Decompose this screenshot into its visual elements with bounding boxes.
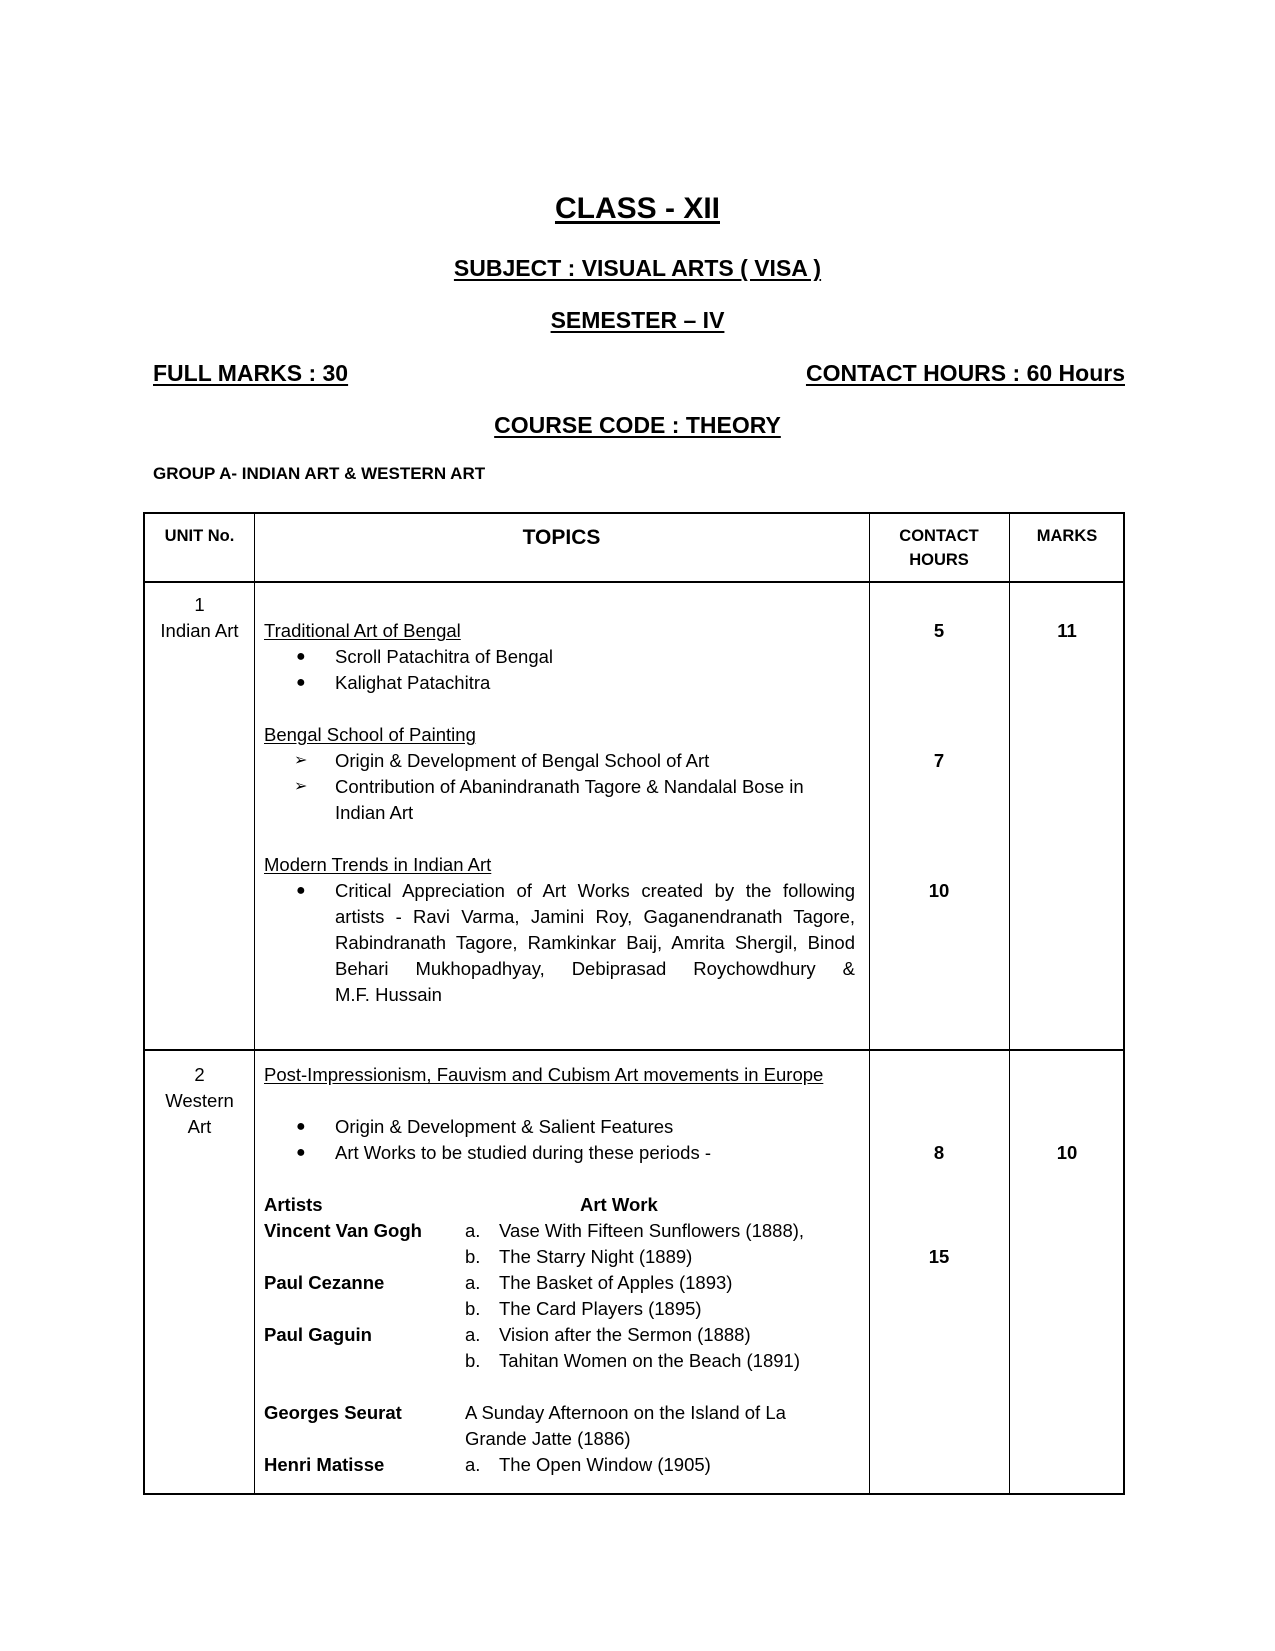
paragraph-line: artists - Ravi Varma, Jamini Roy, Gaganendranath Tagore,: [335, 906, 855, 927]
section-hours: 10: [928, 880, 950, 901]
column-divider: [869, 514, 870, 1493]
header-topics: TOPICS: [522, 526, 601, 549]
list-item: Art Works to be studied during these periods -: [335, 1142, 712, 1163]
work-title: Vase With Fifteen Sunflowers (1888),: [499, 1220, 805, 1241]
artist-name: Vincent Van Gogh: [264, 1220, 422, 1241]
unit2-number: 2: [194, 1064, 205, 1085]
unit1-name: Indian Art: [160, 620, 239, 641]
list-item: Contribution of Abanindranath Tagore & Nandalal Bose in: [335, 776, 804, 797]
column-divider: [1009, 514, 1010, 1493]
header-marks: MARKS: [1036, 527, 1098, 545]
semester-heading: SEMESTER – IV: [550, 307, 725, 333]
arrow-bullet-icon: ➢: [294, 778, 308, 795]
paragraph-line: M.F. Hussain: [335, 984, 442, 1005]
work-title-continued: Grande Jatte (1886): [465, 1428, 631, 1449]
list-item-continued: Indian Art: [335, 802, 414, 823]
work-letter: a.: [465, 1324, 481, 1345]
header-contact-line2: HOURS: [909, 551, 969, 569]
artist-name: Georges Seurat: [264, 1402, 402, 1423]
group-title: GROUP A- INDIAN ART & WESTERN ART: [153, 464, 486, 483]
artists-header: Artists: [264, 1194, 323, 1215]
section-hours: 5: [933, 620, 945, 641]
arrow-bullet-icon: ➢: [294, 752, 308, 769]
row-divider: [145, 1049, 1123, 1051]
work-letter: b.: [465, 1298, 481, 1319]
column-divider: [254, 514, 255, 1493]
subject-heading: SUBJECT : VISUAL ARTS ( VISA ): [453, 255, 822, 281]
bullet-icon: ●: [296, 1144, 306, 1161]
work-title: Vision after the Sermon (1888): [499, 1324, 751, 1345]
work-letter: b.: [465, 1350, 481, 1371]
artist-name: Paul Gaguin: [264, 1324, 372, 1345]
work-title: The Open Window (1905): [499, 1454, 711, 1475]
list-item: Scroll Patachitra of Bengal: [335, 646, 554, 667]
header-contact-line1: CONTACT: [899, 527, 979, 545]
work-title: The Basket of Apples (1893): [499, 1272, 733, 1293]
unit2-name-line1: Western: [165, 1090, 234, 1111]
work-title: The Card Players (1895): [499, 1298, 702, 1319]
work-title: A Sunday Afternoon on the Island of La: [465, 1402, 786, 1423]
section-title: Traditional Art of Bengal: [264, 620, 461, 641]
section-title: Post-Impressionism, Fauvism and Cubism Art movements in Europe: [264, 1064, 824, 1085]
work-title: The Starry Night (1889): [499, 1246, 693, 1267]
bullet-icon: ●: [296, 1118, 306, 1135]
paragraph-line: Rabindranath Tagore, Ramkinkar Baij, Amrita Shergil, Binod: [335, 932, 855, 953]
artist-name: Henri Matisse: [264, 1454, 385, 1475]
work-title: Tahitan Women on the Beach (1891): [499, 1350, 800, 1371]
header-divider: [145, 581, 1123, 583]
paragraph-line: Behari Mukhopadhyay, Debiprasad Roychowdhury &: [335, 958, 855, 979]
work-letter: a.: [465, 1272, 481, 1293]
unit1-marks: 11: [1057, 620, 1077, 641]
bullet-icon: ●: [296, 648, 306, 665]
header-unit: UNIT No.: [164, 527, 235, 545]
bullet-icon: ●: [296, 674, 306, 691]
work-letter: a.: [465, 1454, 481, 1475]
unit2-marks: 10: [1056, 1142, 1078, 1163]
contact-hours: CONTACT HOURS : 60 Hours: [805, 360, 1125, 386]
section-title: Bengal School of Painting: [264, 724, 476, 745]
bullet-icon: ●: [296, 882, 306, 899]
list-item: Kalighat Patachitra: [335, 672, 491, 693]
paragraph-line: Critical Appreciation of Art Works created by the following: [335, 880, 855, 901]
work-letter: a.: [465, 1220, 481, 1241]
page-title: CLASS - XII: [554, 192, 720, 225]
unit2-name-line2: Art: [187, 1116, 212, 1137]
section-hours: 8: [933, 1142, 945, 1163]
section-title: Modern Trends in Indian Art: [264, 854, 492, 875]
artwork-header: Art Work: [580, 1194, 658, 1215]
list-item: Origin & Development & Salient Features: [335, 1116, 674, 1137]
list-item: Origin & Development of Bengal School of Art: [335, 750, 710, 771]
course-code-heading: COURSE CODE : THEORY: [494, 412, 781, 438]
section-hours: 15: [928, 1246, 950, 1267]
unit1-number: 1: [194, 594, 205, 615]
work-letter: b.: [465, 1246, 481, 1267]
artist-name: Paul Cezanne: [264, 1272, 385, 1293]
syllabus-table: [143, 512, 1125, 1495]
full-marks: FULL MARKS : 30: [153, 360, 349, 386]
section-hours: 7: [933, 750, 945, 771]
